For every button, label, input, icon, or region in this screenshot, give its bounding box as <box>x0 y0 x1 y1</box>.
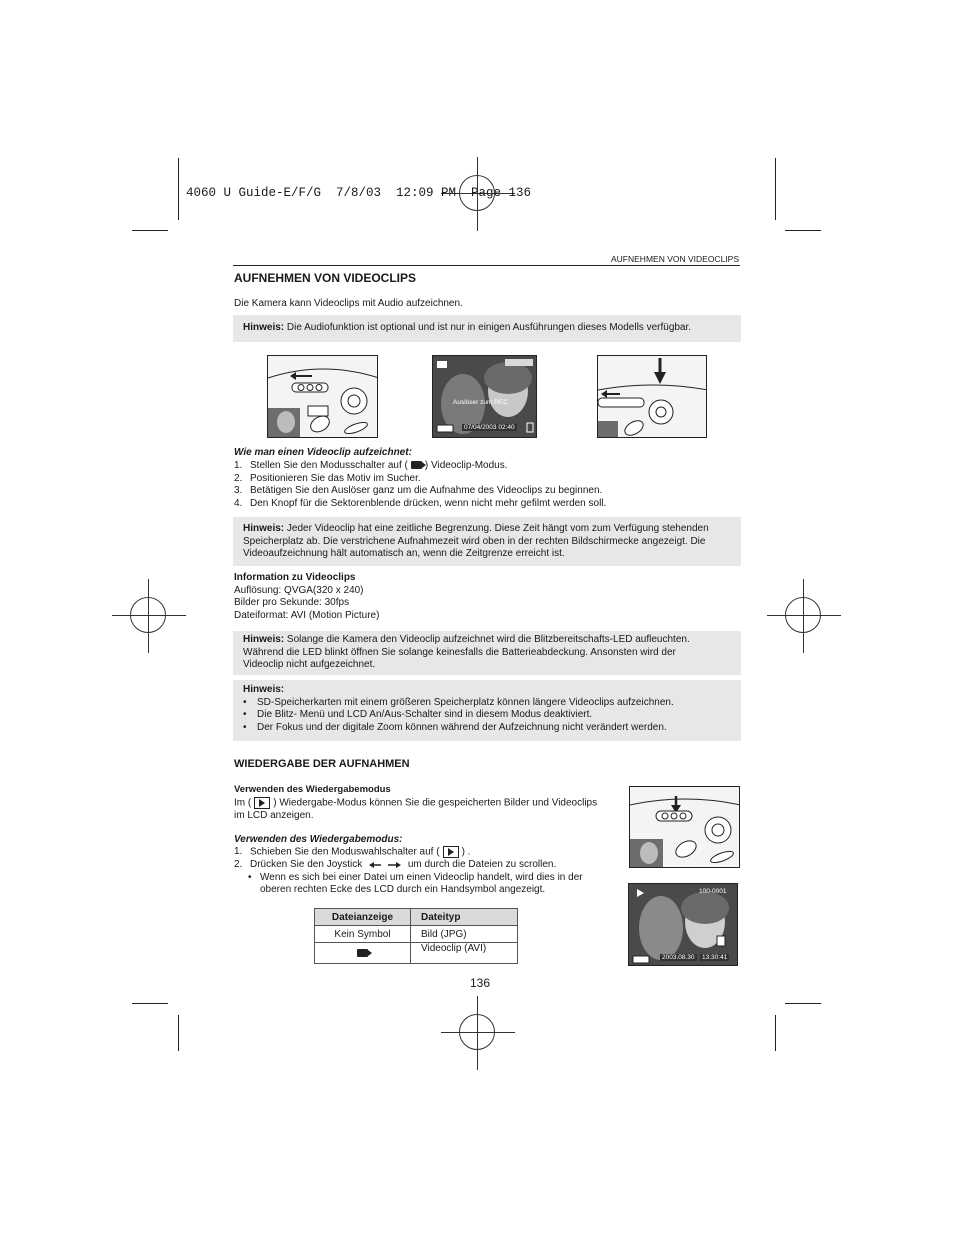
note-led: Hinweis: Solange die Kamera den Videoclip aufzeichnet wird die Blitzbereitschafts-LED aufleuchten. Während die LED blinkt öffnen Sie solange keinesfalls die Batterieabdeckung. Ansonsten wird der Videoclip nicht aufgezeichnet. <box>233 631 741 675</box>
section-title: AUFNEHMEN VON VIDEOCLIPS <box>234 271 417 285</box>
playback-steps: 1. Schieben Sie den Moduswahlschalter auf ( ) . 2. Drücken Sie den Joystick um durch die Dateien zu scrollen. • Wenn es sich bei einer Datei um einen Videoclip handelt, wird dies in der oberen rechten Ecke des LCD durch ein Handsymbol angezeigt. <box>234 846 583 896</box>
crop-mark <box>775 158 776 220</box>
info-title: Information zu Videoclips <box>234 572 356 583</box>
list-item: 4. Den Knopf für die Sektorenblende drücken, wenn nicht mehr gefilmt werden soll. <box>234 497 607 509</box>
registration-mark <box>112 579 186 653</box>
note-sd-card: Hinweis: • SD-Speicherkarten mit einem größeren Speicherplatz können längere Videoclips aufzeichnen. • Die Blitz- Menü und LCD An/Aus-Schalter sind in diesem Modus deaktiviert. • Der Fokus und der digitale Zoom können während der Aufzeichnung nicht verändert werden. <box>233 680 741 741</box>
list-item: • Die Blitz- Menü und LCD An/Aus-Schalter sind in diesem Modus deaktiviert. <box>243 709 593 720</box>
howto-title: Wie man einen Videoclip aufzeichnet: <box>234 447 412 458</box>
lcd-preview-playback <box>628 883 738 966</box>
note-audio <box>233 315 741 342</box>
info-block: Information zu Videoclips Auflösung: QVGA(320 x 240) Bilder pro Sekunde: 30fps Dateiformat: AVI (Motion Picture) <box>234 572 380 621</box>
lcd-date: 2003.08.30 <box>662 954 695 961</box>
table-row: Kein Symbol Bild (JPG) <box>315 926 518 943</box>
print-slug: 4060 U Guide-E/F/G 7/8/03 12:09 PM Page 136 <box>186 186 532 200</box>
lcd-time: 13:30:41 <box>702 954 728 961</box>
play-mode-icon <box>254 797 270 809</box>
table-header: Dateianzeige <box>315 909 411 926</box>
camera-illustration-mode-switch <box>267 355 378 438</box>
video-mode-icon <box>411 461 422 469</box>
howto-steps <box>234 460 734 510</box>
list-item: 2. Positionieren Sie das Motiv im Sucher. <box>234 472 421 484</box>
registration-mark <box>441 996 515 1070</box>
intro-text: Die Kamera kann Videoclips mit Audio aufzeichnen. <box>234 298 463 309</box>
crop-mark <box>132 230 168 231</box>
header-rule <box>233 265 740 266</box>
crop-mark <box>178 1015 179 1051</box>
list-item: 1. Stellen Sie den Modusschalter auf ( ) Videoclip-Modus. <box>234 460 508 471</box>
file-type-table <box>314 908 518 964</box>
camera-illustration-playback-switch <box>629 786 740 868</box>
play-mode-icon <box>443 846 459 858</box>
table-header: Dateityp <box>411 909 518 926</box>
lcd-preview-recording <box>432 355 537 438</box>
list-item: • Der Fokus und der digitale Zoom können während der Aufzeichnung nicht verändert werden. <box>243 721 667 733</box>
running-header: AUFNEHMEN VON VIDEOCLIPS <box>611 254 739 264</box>
note-label: Hinweis: <box>243 322 285 333</box>
lcd-overlay-text: Auslöser zum REC <box>453 399 508 406</box>
playback-text: Im ( ) Wiedergabe-Modus können Sie die gespeicherten Bilder und Videoclips im LCD anzeigen. <box>234 797 598 822</box>
crop-mark <box>775 1015 776 1051</box>
note-time-limit: Hinweis: Jeder Videoclip hat eine zeitliche Begrenzung. Diese Zeit hängt vom zum Verfügung stehenden Speicherplatz ab. Die verstrichene Aufnahmezeit wird oben in der rechten Bildschirmecke angezeigt. Die Videoaufzeichnung hält automatisch an, wenn die Zeitgrenze erreicht ist. <box>233 517 741 566</box>
list-item: 3. Betätigen Sie den Auslöser ganz um die Aufnahme des Videoclips zu beginnen. <box>234 485 603 496</box>
registration-mark <box>767 579 841 653</box>
lcd-file-number: 100-0001 <box>699 888 727 895</box>
camera-illustration-shutter <box>597 355 707 438</box>
section-title: WIEDERGABE DER AUFNAHMEN <box>234 758 410 770</box>
subheading: Verwenden des Wiedergabemodus <box>234 784 391 795</box>
video-clip-icon <box>357 949 368 957</box>
crop-mark <box>132 1003 168 1004</box>
subheading: Verwenden des Wiedergabemodus: <box>234 834 403 845</box>
crop-mark <box>785 1003 821 1004</box>
joystick-arrows-icon <box>368 860 402 870</box>
table-row: Videoclip (AVI) <box>315 943 518 964</box>
lcd-datetime: 07/04/2003 02:40 <box>464 424 515 431</box>
page-number: 136 <box>470 976 491 990</box>
crop-mark <box>785 230 821 231</box>
note-text: Die Audiofunktion ist optional und ist nur in einigen Ausführungen dieses Modells verfügbar. <box>284 322 692 333</box>
crop-mark <box>178 158 179 220</box>
list-item: • SD-Speicherkarten mit einem größeren Speicherplatz können längere Videoclips aufzeichnen. <box>243 696 674 708</box>
